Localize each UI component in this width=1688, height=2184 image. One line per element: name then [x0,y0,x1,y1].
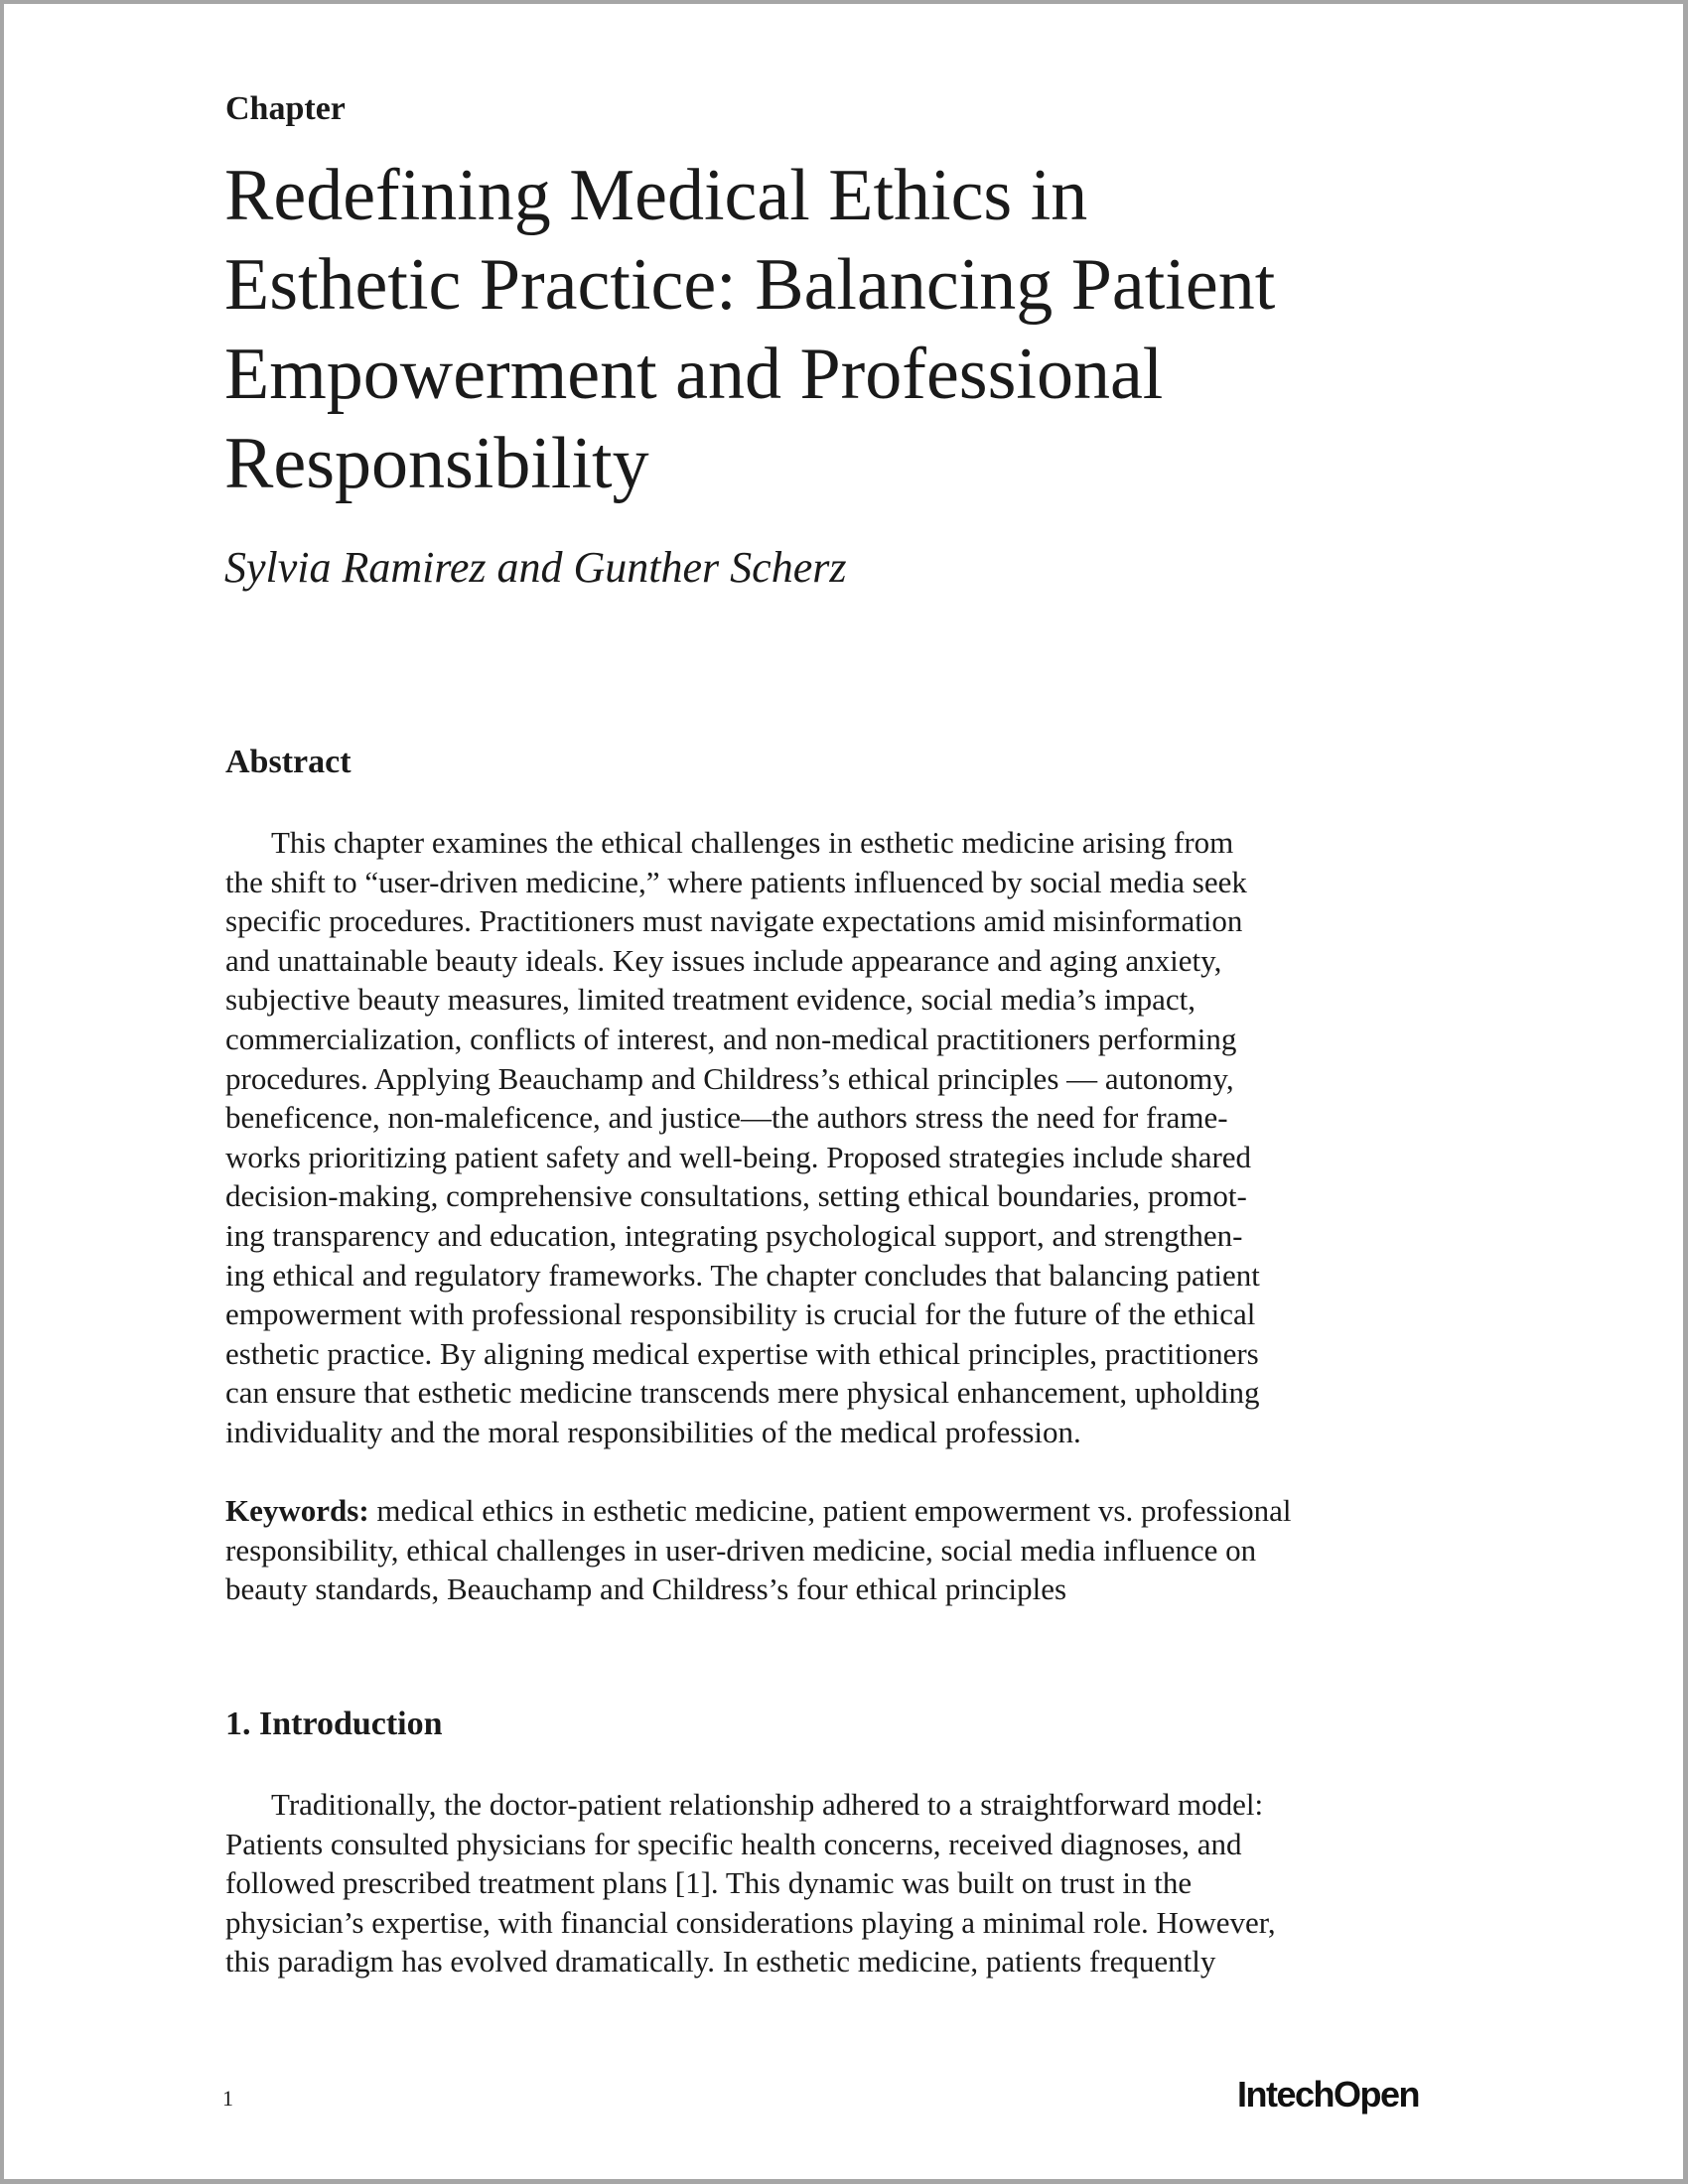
title-line: Empowerment and Professional [224,334,1164,415]
abstract-line: decision-making, comprehensive consultations, setting ethical boundaries, promot- [225,1178,1247,1214]
title-line: Redefining Medical Ethics in [224,155,1088,236]
page-number: 1 [222,2086,233,2111]
abstract-line: and unattainable beauty ideals. Key issues include appearance and aging anxiety, [225,942,1222,978]
keywords [225,1491,1292,1609]
keywords-text: medical ethics in esthetic medicine, patient empowerment vs. professional [368,1493,1292,1528]
keywords-line: responsibility, ethical challenges in user-driven medicine, social media influence on [225,1532,1257,1568]
abstract-line: commercialization, conflicts of interest, and non-medical practitioners performing [225,1021,1237,1056]
publisher-logo: IntechOpen [1237,2074,1420,2115]
keywords-line: beauty standards, Beauchamp and Childress’s four ethical principles [225,1571,1067,1607]
abstract-line: empowerment with professional responsibility is crucial for the future of the ethical [225,1297,1256,1332]
abstract-line: ing ethical and regulatory frameworks. The chapter concludes that balancing patient [225,1257,1260,1293]
keywords-label: Keywords: [225,1493,369,1528]
abstract-line: individuality and the moral responsibilities of the medical profession. [225,1414,1081,1449]
introduction-line: Traditionally, the doctor-patient relationship adhered to a straightforward model: [271,1787,1264,1822]
abstract-line: esthetic practice. By aligning medical expertise with ethical principles, practitioners [225,1335,1259,1371]
abstract-line: the shift to “user-driven medicine,” where patients influenced by social media seek [225,864,1247,899]
abstract-paragraph [225,823,1260,1452]
abstract-line: beneficence, non-maleficence, and justice—the authors stress the need for frame- [225,1100,1228,1136]
abstract-line: ing transparency and education, integrating psychological support, and strengthen- [225,1217,1243,1253]
introduction-line: this paradigm has evolved dramatically. In esthetic medicine, patients frequently [225,1944,1216,1979]
keywords-line [225,1491,1292,1531]
abstract-line: specific procedures. Practitioners must navigate expectations amid misinformation [225,903,1243,939]
abstract-line: procedures. Applying Beauchamp and Childress’s ethical principles — autonomy, [225,1060,1234,1096]
introduction-line: followed prescribed treatment plans [1]. This dynamic was built on trust in the [225,1865,1193,1901]
authors: Sylvia Ramirez and Gunther Scherz [224,543,847,592]
title-line: Responsibility [224,423,649,504]
title-line: Esthetic Practice: Balancing Patient [224,244,1276,326]
introduction-heading: 1. Introduction [225,1706,443,1742]
abstract-line: works prioritizing patient safety and well-being. Proposed strategies include shared [225,1139,1252,1174]
abstract-line: subjective beauty measures, limited treatment evidence, social media’s impact, [225,982,1196,1018]
introduction-paragraph [225,1785,1276,1981]
abstract-line: can ensure that esthetic medicine transcends mere physical enhancement, upholding [225,1375,1260,1411]
introduction-line: physician’s expertise, with financial considerations playing a minimal role. However, [225,1904,1276,1940]
introduction-line: Patients consulted physicians for specific health concerns, received diagnoses, and [225,1826,1242,1861]
chapter-label: Chapter [225,90,346,127]
chapter-title [224,151,1275,508]
abstract-line: This chapter examines the ethical challenges in esthetic medicine arising from [271,825,1234,860]
abstract-heading: Abstract [225,744,352,780]
